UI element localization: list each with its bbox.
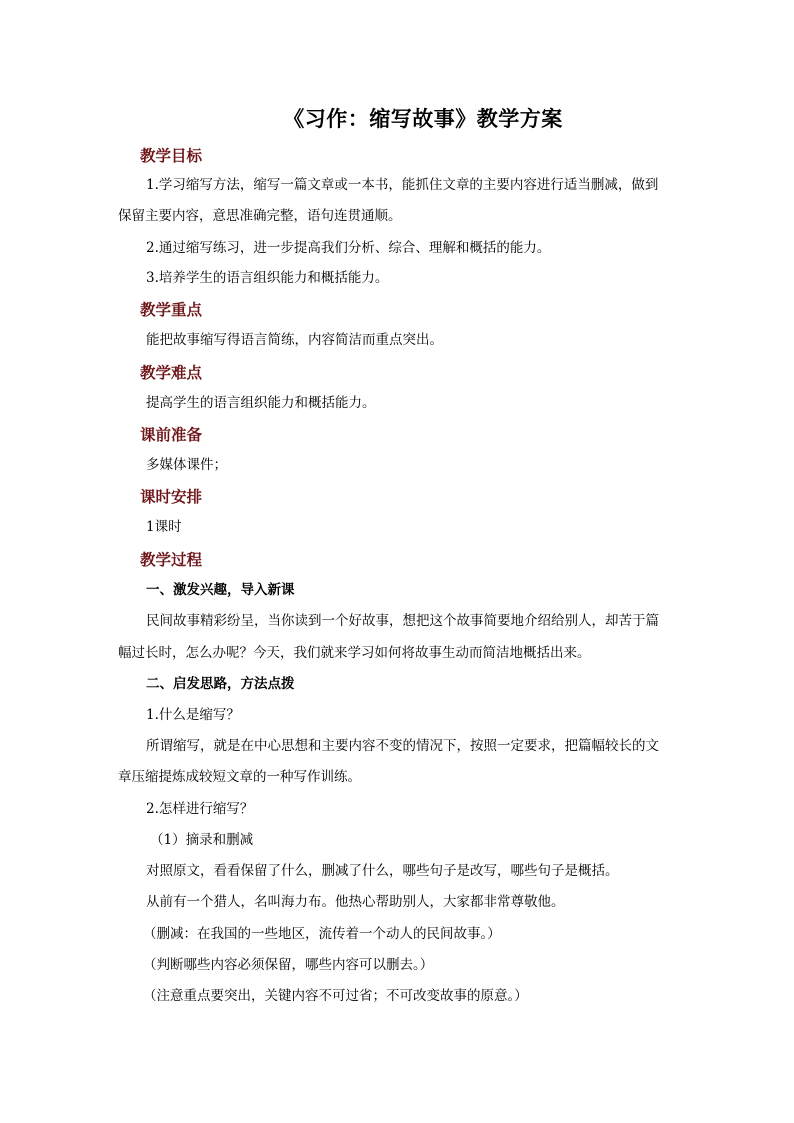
heading-schedule: 课时安排: [140, 487, 203, 506]
step-line: （注意重点要突出，关键内容不可过省；不可改变故事的原意。）: [143, 988, 528, 1004]
heading-process: 教学过程: [140, 550, 203, 569]
process-part1-title: 一、激发兴趣，导入新课: [146, 582, 295, 598]
process-paragraph-line: 章压缩提炼成较短文章的一种写作训练。: [118, 769, 361, 785]
goal-line: 保留主要内容，意思准确完整，语句连贯通顺。: [118, 208, 402, 224]
goal-line: 1.学习缩写方法，缩写一篇文章或一本书，能抓住文章的主要内容进行适当删减，做到: [146, 177, 659, 193]
step-line: （删减：在我国的一些地区，流传着一个动人的民间故事。）: [143, 926, 501, 942]
preparation-text: 多媒体课件；: [146, 457, 227, 473]
step-line: 从前有一个猎人，名叫海力布。他热心帮助别人，大家都非常尊敬他。: [146, 894, 565, 910]
step-line: 对照原文，看看保留了什么，删减了什么，哪些句子是改写，哪些句子是概括。: [146, 863, 619, 879]
heading-preparation: 课前准备: [140, 425, 203, 444]
difficulties-text: 提高学生的语言组织能力和概括能力。: [146, 395, 376, 411]
step-line: （判断哪些内容必须保留，哪些内容可以删去。）: [143, 957, 434, 973]
step-1-title: （1）摘录和删减: [150, 832, 254, 848]
goal-line: 3.培养学生的语言组织能力和概括能力。: [146, 270, 389, 286]
page-title: 《习作：缩写故事》教学方案: [283, 106, 563, 131]
question-2: 2.怎样进行缩写？: [146, 801, 254, 817]
heading-goals: 教学目标: [140, 146, 203, 165]
goal-line: 2.通过缩写练习，进一步提高我们分析、综合、理解和概括的能力。: [146, 240, 551, 256]
question-1: 1.什么是缩写？: [146, 707, 240, 723]
process-part2-title: 二、启发思路，方法点拨: [146, 676, 295, 692]
process-paragraph-line: 所谓缩写，就是在中心思想和主要内容不变的情况下，按照一定要求，把篇幅较长的文: [146, 738, 659, 754]
heading-key-points: 教学重点: [140, 300, 203, 319]
heading-difficulties: 教学难点: [140, 363, 203, 382]
schedule-text: 1课时: [146, 519, 182, 535]
process-paragraph-line: 幅过长时，怎么办呢？今天，我们就来学习如何将故事生动而简洁地概括出来。: [118, 645, 591, 661]
key-points-text: 能把故事缩写得语言简练，内容简洁而重点突出。: [146, 332, 443, 348]
process-paragraph-line: 民间故事精彩纷呈，当你读到一个好故事，想把这个故事简要地介绍给别人，却苦于篇: [146, 613, 659, 629]
